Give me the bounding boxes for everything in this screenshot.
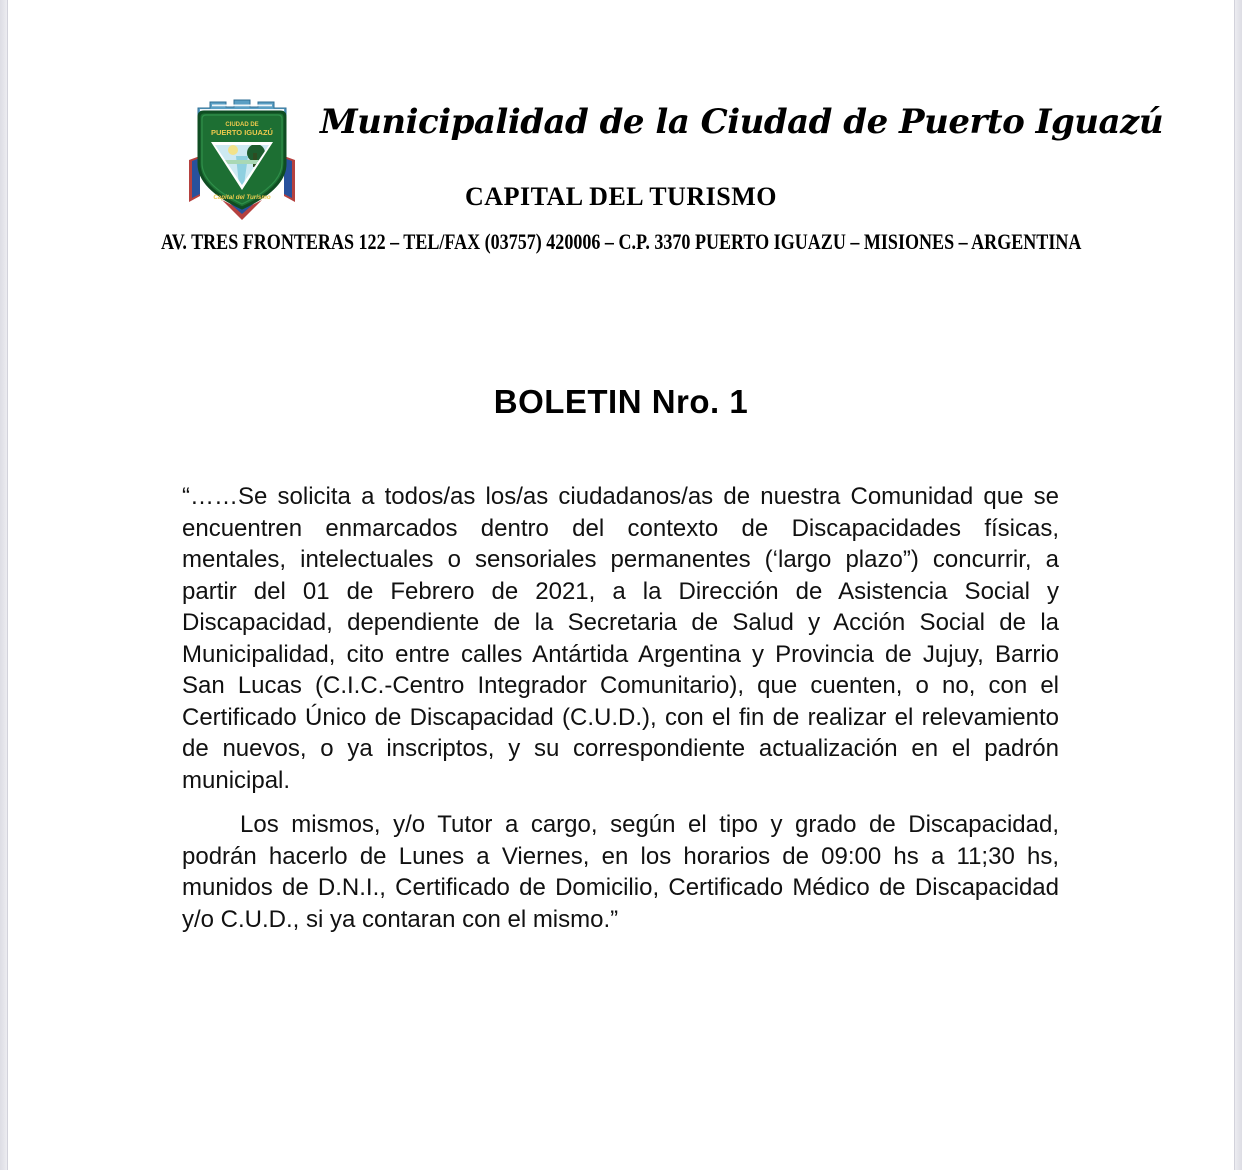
crest-motto-label: Capital del Turismo (213, 194, 271, 201)
paragraph-line: municipal. (182, 766, 291, 794)
document-body (182, 481, 1059, 948)
organization-title: Municipalidad de la Ciudad de Puerto Iguazú (320, 102, 1164, 142)
body-paragraph (182, 809, 1059, 935)
organization-subtitle: CAPITAL DEL TURISMO (465, 182, 777, 211)
paragraph-line: Discapacidad, dependiente de la Secretaria de Salud y Acción Social de la (182, 609, 1059, 636)
address-line: AV. TRES FRONTERAS 122 – TEL/FAX (03757) 420006 – C.P. 3370 PUERTO IGUAZU – MISIONES – ARGENTINA (160, 229, 1082, 254)
paragraph-line: podrán hacerlo de Lunes a Viernes, en los horarios de 09:00 hs a 11;30 hs, (182, 842, 1059, 870)
paragraph-line: “……Se solicita a todos/as los/as ciudadanos/as de nuestra Comunidad que se (182, 483, 1059, 510)
address-row (0, 229, 1242, 255)
body-paragraph (182, 481, 1059, 796)
crest-city-label-line2: PUERTO IGUAZÚ (211, 128, 273, 137)
paragraph-line: Los mismos, y/o Tutor a cargo, según el tipo y grado de Discapacidad, (240, 811, 1059, 838)
paragraph-line: mentales, intelectuales o sensoriales permanentes (‘largo plazo”) concurrir, a (182, 546, 1059, 573)
paragraph-line: San Lucas (C.I.C.-Centro Integrador Comunitario), que cuenten, o no, con el (182, 672, 1059, 699)
paragraph-line: Certificado Único de Discapacidad (C.U.D.), con el fin de realizar el relevamiento (182, 703, 1059, 731)
paragraph-line: Municipalidad, cito entre calles Antártida Argentina y Provincia de Jujuy, Barrio (182, 640, 1059, 668)
paragraph-line: de nuevos, o ya inscriptos, y su correspondiente actualización en el padrón (182, 735, 1059, 762)
crest-city-label-line1: CIUDAD DE (225, 122, 259, 128)
paragraph-line: partir del 01 de Febrero de 2021, a la Dirección de Asistencia Social y (182, 577, 1059, 605)
paragraph-line: y/o C.U.D., si ya contaran con el mismo.” (182, 905, 619, 933)
bulletin-title: BOLETIN Nro. 1 (493, 383, 749, 420)
paragraph-line: munidos de D.N.I., Certificado de Domicilio, Certificado Médico de Discapacidad (182, 874, 1059, 901)
page-left-edge (0, 0, 8, 1170)
paragraph-line: encuentren enmarcados dentro del contexto de Discapacidades físicas, (182, 514, 1059, 542)
page-right-edge (1234, 0, 1242, 1170)
